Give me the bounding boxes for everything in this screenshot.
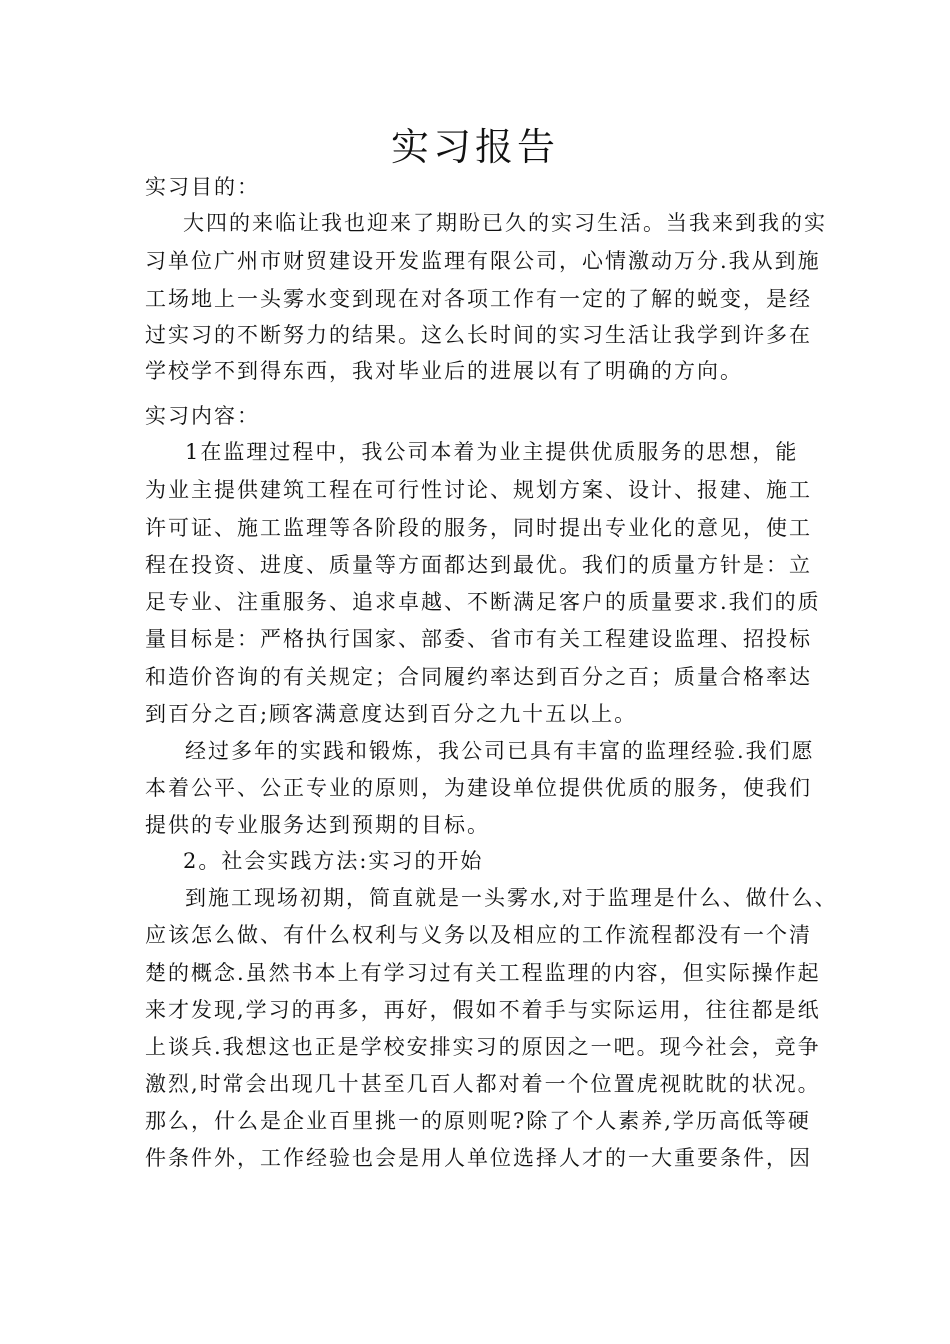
paragraph-line: 那么，什么是企业百里挑一的原则呢?除了个人素养,学历高低等硬 — [145, 1109, 811, 1133]
section-heading-practice: 2。社会实践方法:实习的开始 — [183, 849, 484, 873]
page-title: 实习报告 — [390, 125, 559, 169]
paragraph-line: 许可证、施工监理等各阶段的服务，同时提出专业化的意见，使工 — [145, 516, 812, 540]
paragraph-line: 激烈,时常会出现几十甚至几百人都对着一个位置虎视眈眈的状况。 — [145, 1072, 821, 1096]
paragraph-line: 量目标是：严格执行国家、部委、省市有关工程建设监理、招投标 — [145, 627, 812, 651]
paragraph-line: 程在投资、进度、质量等方面都达到最优。我们的质量方针是：立 — [145, 553, 812, 577]
paragraph-line: 经过多年的实践和锻炼，我公司已具有丰富的监理经验.我们愿 — [185, 739, 815, 763]
paragraph-line: 足专业、注重服务、追求卓越、不断满足客户的质量要求.我们的质 — [145, 590, 821, 614]
paragraph-line: 为业主提供建筑工程在可行性讨论、规划方案、设计、报建、施工 — [145, 478, 812, 502]
paragraph-line: 学校学不到得东西，我对毕业后的进展以有了明确的方向。 — [145, 359, 743, 383]
paragraph-line: 应该怎么做、有什么权利与义务以及相应的工作流程都没有一个清 — [145, 923, 812, 947]
paragraph-line: 大四的来临让我也迎来了期盼已久的实习生活。当我来到我的实 — [183, 211, 827, 235]
section-heading-purpose: 实习目的： — [145, 175, 260, 199]
paragraph-line: 来才发现,学习的再多，再好，假如不着手与实际运用，往往都是纸 — [145, 998, 821, 1022]
paragraph-line: 过实习的不断努力的结果。这么长时间的实习生活让我学到许多在 — [145, 323, 812, 347]
paragraph-line: 到施工现场初期，简直就是一头雾水,对于监理是什么、做什么、 — [185, 886, 838, 910]
paragraph-line: 习单位广州市财贸建设开发监理有限公司，心情激动万分.我从到施 — [145, 249, 821, 273]
paragraph-line: 上谈兵.我想这也正是学校安排实习的原因之一吧。现今社会，竞争 — [145, 1035, 821, 1059]
paragraph-line: 楚的概念.虽然书本上有学习过有关工程监理的内容，但实际操作起 — [145, 961, 821, 985]
paragraph-line: 本着公平、公正专业的原则，为建设单位提供优质的服务，使我们 — [145, 776, 812, 800]
section-heading-content: 实习内容： — [145, 404, 260, 428]
paragraph-line: 1在监理过程中，我公司本着为业主提供优质服务的思想，能 — [185, 440, 799, 464]
paragraph-line: 工场地上一头雾水变到现在对各项工作有一定的了解的蜕变，是经 — [145, 287, 812, 311]
paragraph-line: 件条件外，工作经验也会是用人单位选择人才的一大重要条件，因 — [145, 1146, 812, 1170]
paragraph-line: 到百分之百;顾客满意度达到百分之九十五以上。 — [145, 702, 638, 726]
paragraph-line: 提供的专业服务达到预期的目标。 — [145, 813, 490, 837]
paragraph-line: 和造价咨询的有关规定；合同履约率达到百分之百；质量合格率达 — [145, 665, 812, 689]
